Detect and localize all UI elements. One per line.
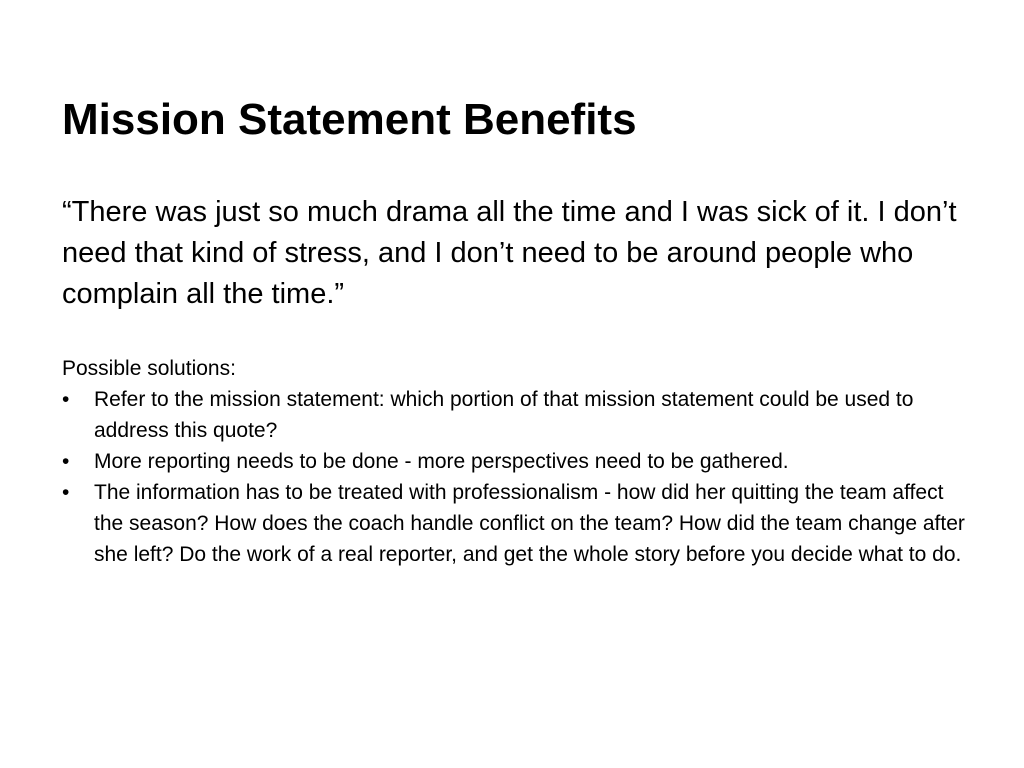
solutions-list [62,384,972,570]
slide-title: Mission Statement Benefits [62,95,637,144]
list-item-text: More reporting needs to be done - more perspectives need to be gathered. [94,450,789,473]
quote-text: “There was just so much drama all the time and I was sick of it. I don’t need that kind of stress, and I don’t need to be around people who complain all the time.” [62,196,957,310]
list-item [62,384,972,446]
list-item-text: The information has to be treated with professionalism - how did her quitting the team affect the season? How does the coach handle conflict on the team? How did the team change after she left? Do the work of a real reporter, and get the whole story before you decide what to do. [94,481,965,566]
list-item-text: Refer to the mission statement: which portion of that mission statement could be used to address this quote? [94,388,914,442]
bullet-icon: • [62,481,70,504]
list-item [62,477,972,570]
solutions-heading: Possible solutions: [62,357,236,380]
bullet-icon: • [62,450,70,473]
solutions-section [62,353,972,570]
bullet-icon: • [62,388,70,411]
list-item [62,446,972,477]
